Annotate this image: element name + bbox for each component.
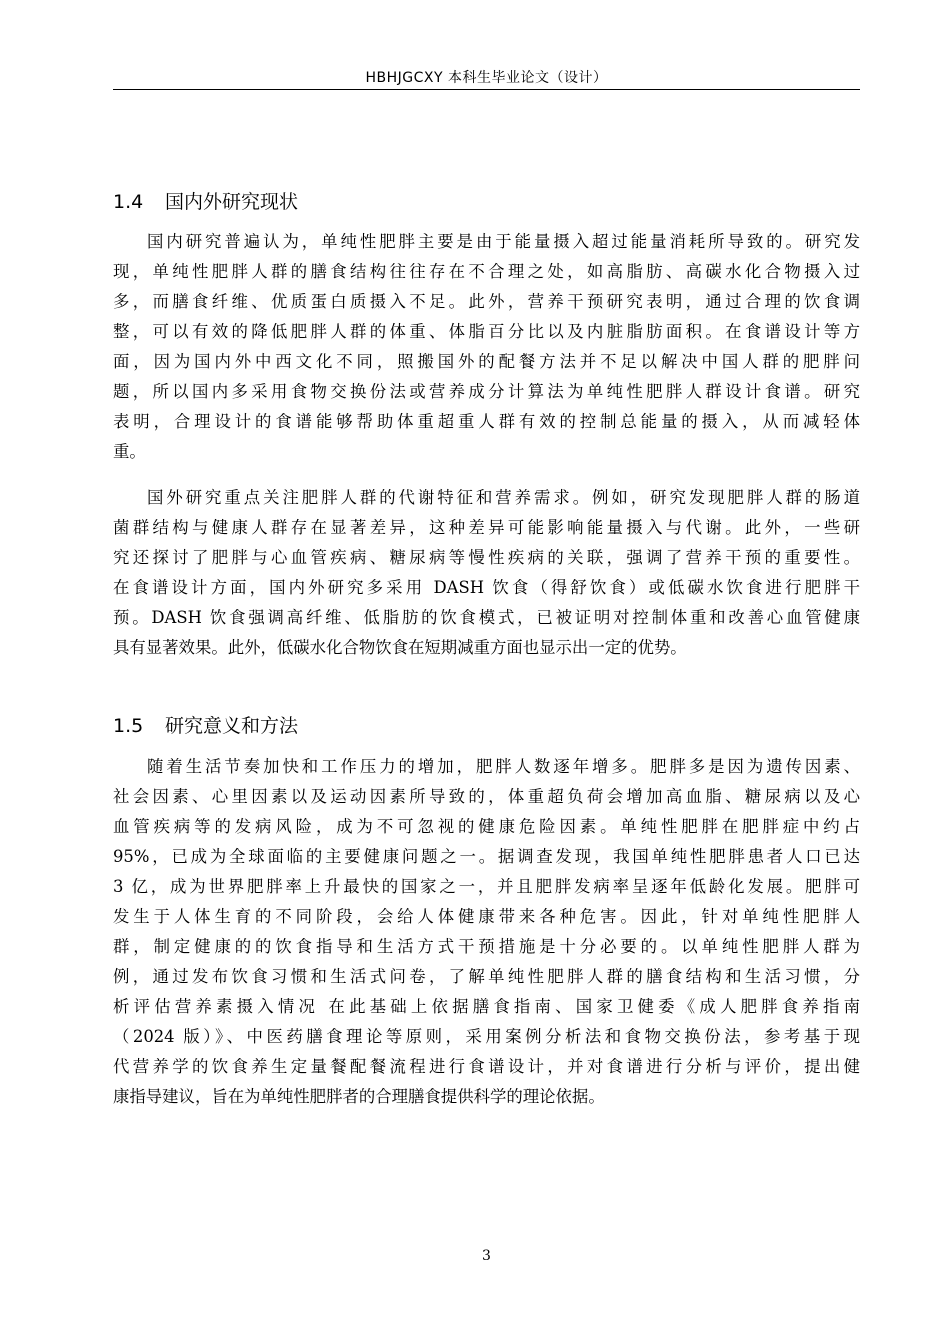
paragraph [113, 227, 860, 467]
paragraph [113, 483, 860, 663]
page-number: 3 [482, 1248, 491, 1264]
paragraph-line: 例，通过发布饮食习惯和生活式问卷，了解单纯性肥胖人群的膳食结构和生活习惯，分 [113, 967, 860, 986]
paragraph-line: 预。DASH 饮食强调高纤维、低脂肪的饮食模式，已被证明对控制体重和改善心血管健康 [113, 608, 860, 627]
section-title: 研究意义和方法 [165, 715, 299, 737]
paragraph-line: 多，而膳食纤维、优质蛋白质摄入不足。此外，营养干预研究表明，通过合理的饮食调 [113, 292, 860, 311]
paragraph-line: 康指导建议，旨在为单纯性肥胖者的合理膳食提供科学的理论依据。 [113, 1087, 605, 1106]
running-header: HBHJGCXY 本科生毕业论文（设计） [365, 70, 608, 86]
paragraph-line: （2024 版）》、中医药膳食理论等原则，采用案例分析法和食物交换份法，参考基于现 [113, 1027, 860, 1046]
paragraph-line: 发生于人体生育的不同阶段，会给人体健康带来各种危害。因此，针对单纯性肥胖人 [113, 907, 860, 926]
paragraph-line: 国外研究重点关注肥胖人群的代谢特征和营养需求。例如，研究发现肥胖人群的肠道 [147, 488, 860, 507]
paragraph-line: 群，制定健康的的饮食指导和生活方式干预措施是十分必要的。以单纯性肥胖人群为 [113, 937, 860, 956]
paragraph-line: 题，所以国内多采用食物交换份法或营养成分计算法为单纯性肥胖人群设计食谱。研究 [113, 382, 860, 401]
paragraph-line: 菌群结构与健康人群存在显著差异，这种差异可能影响能量摄入与代谢。此外，一些研 [113, 518, 860, 537]
paragraph-line: 表明，合理设计的食谱能够帮助体重超重人群有效的控制总能量的摄入，从而减轻体 [113, 412, 860, 431]
paragraph-line: 重。 [113, 442, 146, 461]
section-title: 国内外研究现状 [165, 191, 299, 213]
paragraph-line: 整，可以有效的降低肥胖人群的体重、体脂百分比以及内脏脂肪面积。在食谱设计等方 [113, 322, 860, 341]
paragraph-line: 血管疾病等的发病风险，成为不可忽视的健康危险因素。单纯性肥胖在肥胖症中约占 [113, 817, 860, 836]
paragraph [113, 752, 860, 1112]
section-heading-1-4 [113, 190, 860, 214]
paragraph-line: 具有显著效果。此外，低碳水化合物饮食在短期减重方面也显示出一定的优势。 [113, 638, 687, 657]
paragraph-line: 析评估营养素摄入情况 在此基础上依据膳食指南、国家卫健委《成人肥胖食养指南 [113, 997, 860, 1016]
paragraph-line: 国内研究普遍认为，单纯性肥胖主要是由于能量摄入超过能量消耗所导致的。研究发 [147, 232, 860, 251]
paragraph-line: 在食谱设计方面，国内外研究多采用 DASH 饮食（得舒饮食）或低碳水饮食进行肥胖干 [113, 578, 860, 597]
section-number: 1.5 [113, 715, 144, 737]
paragraph-line: 究还探讨了肥胖与心血管疾病、糖尿病等慢性疾病的关联，强调了营养干预的重要性。 [113, 548, 860, 567]
paragraph-line: 随着生活节奏加快和工作压力的增加，肥胖人数逐年增多。肥胖多是因为遗传因素、 [147, 757, 860, 776]
paragraph-line: 现，单纯性肥胖人群的膳食结构往往存在不合理之处，如高脂肪、高碳水化合物摄入过 [113, 262, 860, 281]
paragraph-line: 代营养学的饮食养生定量餐配餐流程进行食谱设计，并对食谱进行分析与评价，提出健 [113, 1057, 860, 1076]
paragraph-line: 面，因为国内外中西文化不同，照搬国外的配餐方法并不足以解决中国人群的肥胖问 [113, 352, 860, 371]
header-rule [113, 89, 860, 90]
paragraph-line: 3 亿，成为世界肥胖率上升最快的国家之一，并且肥胖发病率呈逐年低龄化发展。肥胖可 [113, 877, 860, 896]
paragraph-line: 95%，已成为全球面临的主要健康问题之一。据调查发现，我国单纯性肥胖患者人口已达 [113, 847, 860, 866]
section-heading-1-5 [113, 714, 860, 738]
paragraph-line: 社会因素、心里因素以及运动因素所导致的，体重超负荷会增加高血脂、糖尿病以及心 [113, 787, 860, 806]
section-number: 1.4 [113, 191, 144, 213]
